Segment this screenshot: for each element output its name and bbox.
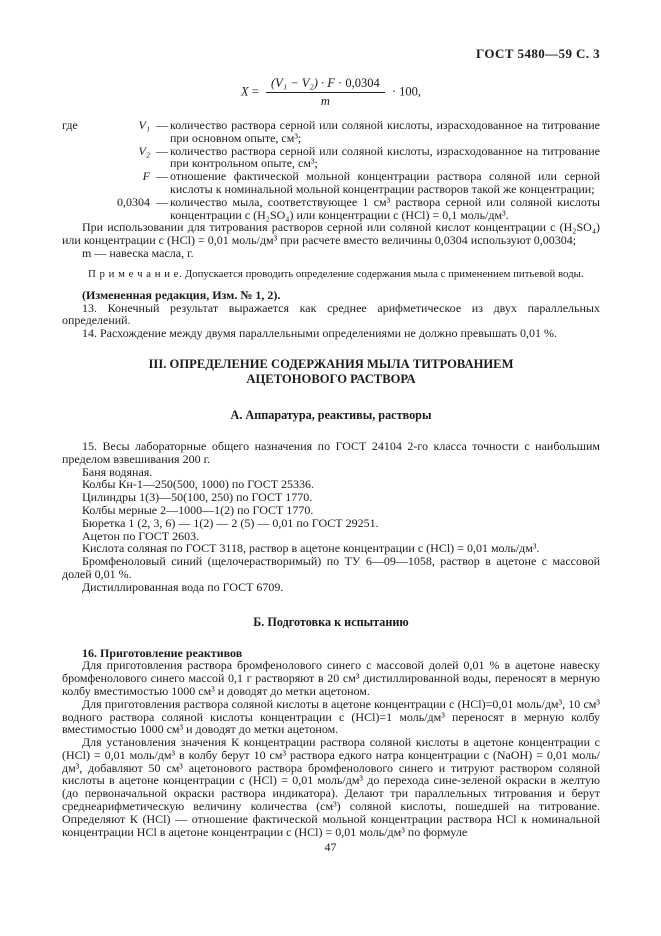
definition-text: отношение фактической мольной концентрации раствора соляной или серной кислоты к номинальной мольной концентрации растворов такой же концентрации; bbox=[170, 169, 600, 196]
definitions-lead: где bbox=[62, 118, 78, 132]
definition-symbol: F bbox=[142, 169, 150, 184]
clause-16-paragraph-3: Для установления значения К концентрации раствора соляной кислоты в ацетоне концентрации с (HCl) = 0,01 моль/дм³ в колбу берут 10 см³ раствора едкого натра концентрации с (NaOH) = 0,01 моль/дм³, добавляют 50 см³ ацетонового раствора бромфенолового синего и титруют раствором соляной кислоты в ацетоне концентрации с (HCl) = 0,01 моль/дм³ до перехода сине-зеленой окраски в желтую (до первоначальной окраски раствора индикатора). Делают три параллельных титрования и берут среднеарифметическую величину количества (см³) соляной кислоты, пошедшей на титрование. Определяют К (HCl) — отношение фактической мольной концентрации раствора HCl к номинальной концентрации HCl в ацетоне концентрации с (HCl) = 0,01 моль/дм³ по формуле bbox=[62, 735, 600, 839]
formula-denominator: m bbox=[320, 94, 330, 108]
page-number: 47 bbox=[324, 840, 337, 854]
definition-row bbox=[62, 196, 600, 222]
equipment-item: Ацетон по ГОСТ 2603. bbox=[82, 528, 200, 543]
definition-dash: — bbox=[156, 118, 168, 132]
definition-dash: — bbox=[156, 194, 168, 209]
subsection-a-heading: А. Аппаратура, реактивы, растворы bbox=[230, 407, 432, 422]
formula-fraction bbox=[266, 76, 385, 109]
clause-16-title: 16. Приготовление реактивов bbox=[82, 645, 243, 660]
formula-equals: = bbox=[251, 84, 259, 99]
definition-dash: — bbox=[156, 169, 168, 184]
definition-symbol: V₂ bbox=[138, 143, 150, 158]
definition-text: количество мыла, соответствующее 1 см³ раствора серной или соляной кислоты концентрации с (H₂SO₄) или концентрации с (HCl) = 0,1 моль/дм³. bbox=[170, 194, 600, 222]
definition-symbol: V₁ bbox=[138, 118, 150, 132]
subsection-b-heading: Б. Подготовка к испытанию bbox=[253, 614, 409, 629]
clause-16-paragraph-1: Для приготовления раствора бромфенолового синего с массовой долей 0,01 % в ацетоне навеску бромфенолового синего массой 0,1 г растворяют в 20 см³ дистиллированной воды, переносят в мерную колбу вместимостью 1000 см³ и доводят до метки ацетоном. bbox=[62, 658, 600, 698]
equipment-item: Бромфеноловый синий (щелочерастворимый) по ТУ 6—09—1058, раствор в ацетоне с массовой долей 0,01 %. bbox=[62, 554, 600, 581]
definition-text: количество раствора серной или соляной кислоты, израсходованное на титрование при основном опыте, см³; bbox=[170, 118, 600, 145]
definition-symbol: 0,0304 bbox=[117, 194, 150, 209]
equipment-item: Баня водяная. bbox=[82, 464, 153, 479]
formula-multiplier: · 100, bbox=[391, 84, 422, 99]
note bbox=[62, 268, 600, 280]
paragraph-usage: При использовании для титрования растворов серной или соляной кислот концентрации с (H₂SO₄) или концентрации с (HCl) = 0,01 моль/дм³ при расчете вместо величины 0,0304 используют 0,00304; bbox=[62, 220, 600, 248]
formula bbox=[62, 76, 600, 109]
running-header: ГОСТ 5480—59 С. 3 bbox=[476, 46, 600, 61]
section-iii-heading: III. ОПРЕДЕЛЕНИЕ СОДЕРЖАНИЯ МЫЛА ТИТРОВАНИЕМ АЦЕТОНОВОГО РАСТВОРА bbox=[148, 356, 514, 386]
amended-edition-note: (Измененная редакция, Изм. № 1, 2). bbox=[82, 287, 281, 302]
definition-row bbox=[62, 119, 600, 145]
definition-text: количество раствора серной или соляной кислоты, израсходованное на титрование при контрольном опыте, см³; bbox=[170, 143, 600, 171]
equipment-item: Колбы Кн-1—250(500, 1000) по ГОСТ 25336. bbox=[82, 477, 315, 492]
page-content bbox=[62, 46, 600, 838]
equipment-item: Цилиндры 1(3)—50(100, 250) по ГОСТ 1770. bbox=[82, 490, 313, 505]
clause-15: 15. Весы лабораторные общего назначения по ГОСТ 24104 2-го класса точности с наибольшим пределом взвешивания 200 г. bbox=[62, 438, 600, 466]
formula-numerator: (V₁ − V₂) · F · 0,0304 bbox=[266, 76, 385, 93]
definition-row bbox=[62, 145, 600, 171]
clause-13: 13. Конечный результат выражается как среднее арифметическое из двух параллельных определений. bbox=[62, 300, 600, 328]
definition-dash: — bbox=[156, 143, 168, 158]
equipment-item: Кислота соляная по ГОСТ 3118, раствор в ацетоне концентрации с (HCl) = 0,01 моль/дм³. bbox=[82, 541, 540, 556]
clause-16-paragraph-2: Для приготовления раствора соляной кислоты в ацетоне концентрации с (HCl)=0,01 моль/дм³, 10 см³ водного раствора соляной кислоты концентрации с (HCl)=1 моль/дм³ переносят в мерную колбу вместимостью 1000 см³ и доводят до метки ацетоном. bbox=[62, 696, 600, 737]
symbol-m: m bbox=[82, 245, 92, 260]
definition-row bbox=[62, 170, 600, 196]
note-label: П р и м е ч а н и е. bbox=[88, 267, 183, 280]
equipment-item: Колбы мерные 2—1000—1(2) по ГОСТ 1770. bbox=[82, 502, 314, 517]
note-text: Допускается проводить определение содержания мыла с применением питьевой воды. bbox=[182, 267, 584, 280]
equipment-item: Дистиллированная вода по ГОСТ 6709. bbox=[82, 579, 284, 594]
formula-lhs: X bbox=[240, 84, 249, 99]
equipment-item: Бюретка 1 (2, 3, 6) — 1(2) — 2 (5) — 0,01 по ГОСТ 29251. bbox=[82, 515, 379, 530]
paragraph-m: m — навеска масла, г. bbox=[82, 245, 194, 260]
clause-14: 14. Расхождение между двумя параллельными определениями не должно превышать 0,01 %. bbox=[82, 326, 557, 341]
